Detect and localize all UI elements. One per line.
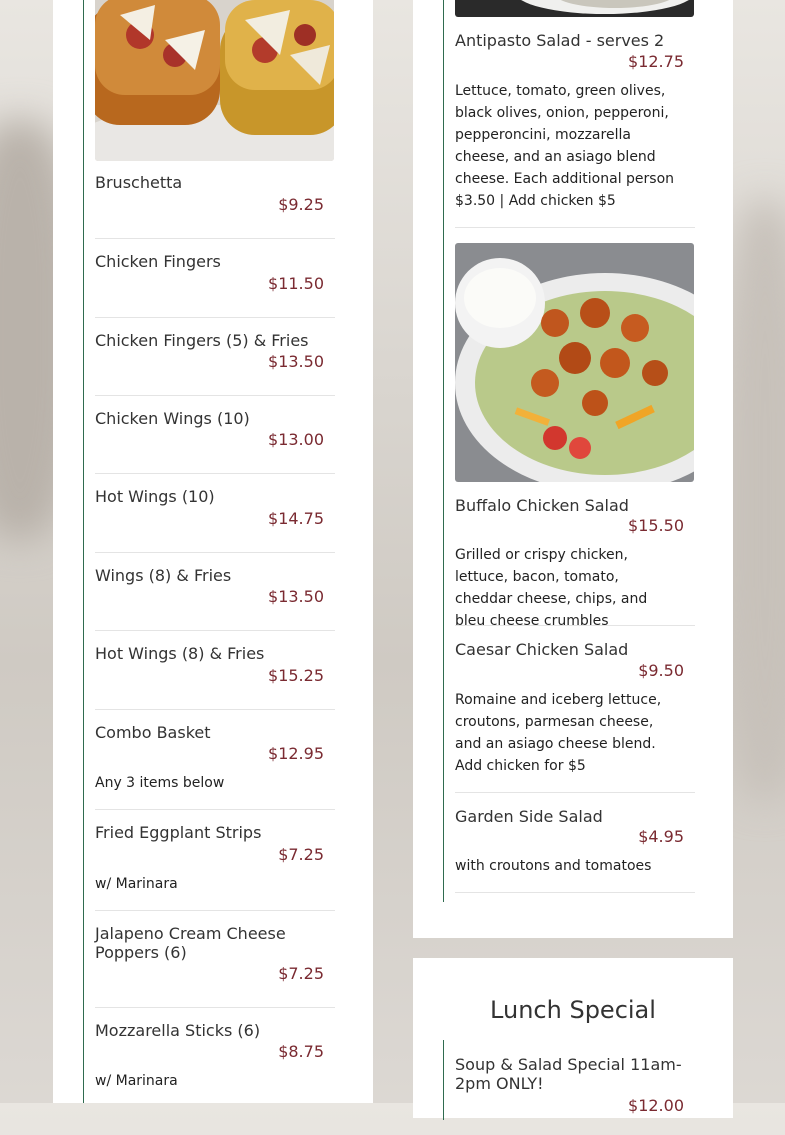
item-name: Garden Side Salad <box>455 807 603 826</box>
item-price: $9.25 <box>278 195 324 214</box>
item-price: $15.25 <box>268 666 324 685</box>
menu-item <box>455 31 695 228</box>
item-price: $13.50 <box>268 352 324 371</box>
item-price: $13.00 <box>268 430 324 449</box>
item-price: $4.95 <box>638 827 684 846</box>
section-title: Lunch Special <box>490 996 656 1024</box>
appetizers-section <box>83 0 374 1103</box>
item-price: $15.50 <box>628 516 684 535</box>
menu-item <box>95 924 335 1008</box>
item-price: $12.75 <box>628 52 684 71</box>
menu-item <box>455 807 695 893</box>
item-price: $7.25 <box>278 964 324 983</box>
item-name: Buffalo Chicken Salad <box>455 496 629 515</box>
item-price: $9.50 <box>638 661 684 680</box>
appetizers-card <box>53 0 373 1103</box>
item-description: Grilled or crispy chicken, lettuce, bacon, tomato, cheddar cheese, chips, and bleu cheese crumbles <box>455 547 648 629</box>
menu-item <box>95 487 335 553</box>
item-name: Hot Wings (8) & Fries <box>95 644 265 663</box>
lunch-special-card <box>413 958 733 1118</box>
menu-item <box>95 173 335 239</box>
item-description: w/ Marinara <box>95 876 178 892</box>
antipasto-photo <box>455 0 694 17</box>
menu-item <box>95 1021 335 1111</box>
menu-item <box>95 331 335 396</box>
item-description: w/ Marinara <box>95 1073 178 1089</box>
item-description: with croutons and tomatoes <box>455 858 652 874</box>
item-name: Soup & Salad Special 11am-2pm ONLY! <box>455 1055 682 1093</box>
menu-item <box>95 566 335 631</box>
menu-item <box>95 723 335 810</box>
menu-item <box>455 640 695 793</box>
item-description: Romaine and iceberg lettuce, croutons, parmesan cheese, and an asiago cheese blend. Add chicken for $5 <box>455 692 662 774</box>
item-name: Hot Wings (10) <box>95 487 215 506</box>
buffalo-salad-photo <box>455 243 694 482</box>
item-name: Fried Eggplant Strips <box>95 823 262 842</box>
item-description: Any 3 items below <box>95 775 225 791</box>
item-price: $8.75 <box>278 1042 324 1061</box>
item-price: $12.00 <box>628 1096 684 1115</box>
menu-item <box>455 496 695 629</box>
item-price: $13.50 <box>268 587 324 606</box>
item-name: Wings (8) & Fries <box>95 566 232 585</box>
item-name: Chicken Fingers (5) & Fries <box>95 331 309 350</box>
item-name: Antipasto Salad - serves 2 <box>455 31 665 50</box>
item-name: Chicken Fingers <box>95 252 221 271</box>
menu-item <box>95 252 335 318</box>
item-name: Bruschetta <box>95 173 183 192</box>
bruschetta-photo <box>95 0 334 161</box>
item-price: $11.50 <box>268 274 324 293</box>
item-name: Combo Basket <box>95 723 211 742</box>
item-description: Lettuce, tomato, green olives, black olives, onion, pepperoni, pepperoncini, mozzarella cheese, and an asiago blend cheese. Each additional person $3.50 | Add chicken $5 <box>455 83 675 209</box>
salads-card <box>413 0 733 938</box>
item-price: $14.75 <box>268 509 324 528</box>
item-name: Caesar Chicken Salad <box>455 640 629 659</box>
salads-section <box>443 0 734 902</box>
item-name: Jalapeno Cream Cheese Poppers (6) <box>95 924 286 962</box>
menu-item <box>455 1055 695 1135</box>
item-price: $12.95 <box>268 744 324 763</box>
menu-item <box>95 823 335 911</box>
item-price: $7.25 <box>278 845 324 864</box>
lunch-section <box>443 1040 734 1120</box>
item-name: Chicken Wings (10) <box>95 409 250 428</box>
menu-item <box>95 409 335 474</box>
item-name: Mozzarella Sticks (6) <box>95 1021 261 1040</box>
menu-item <box>95 644 335 710</box>
